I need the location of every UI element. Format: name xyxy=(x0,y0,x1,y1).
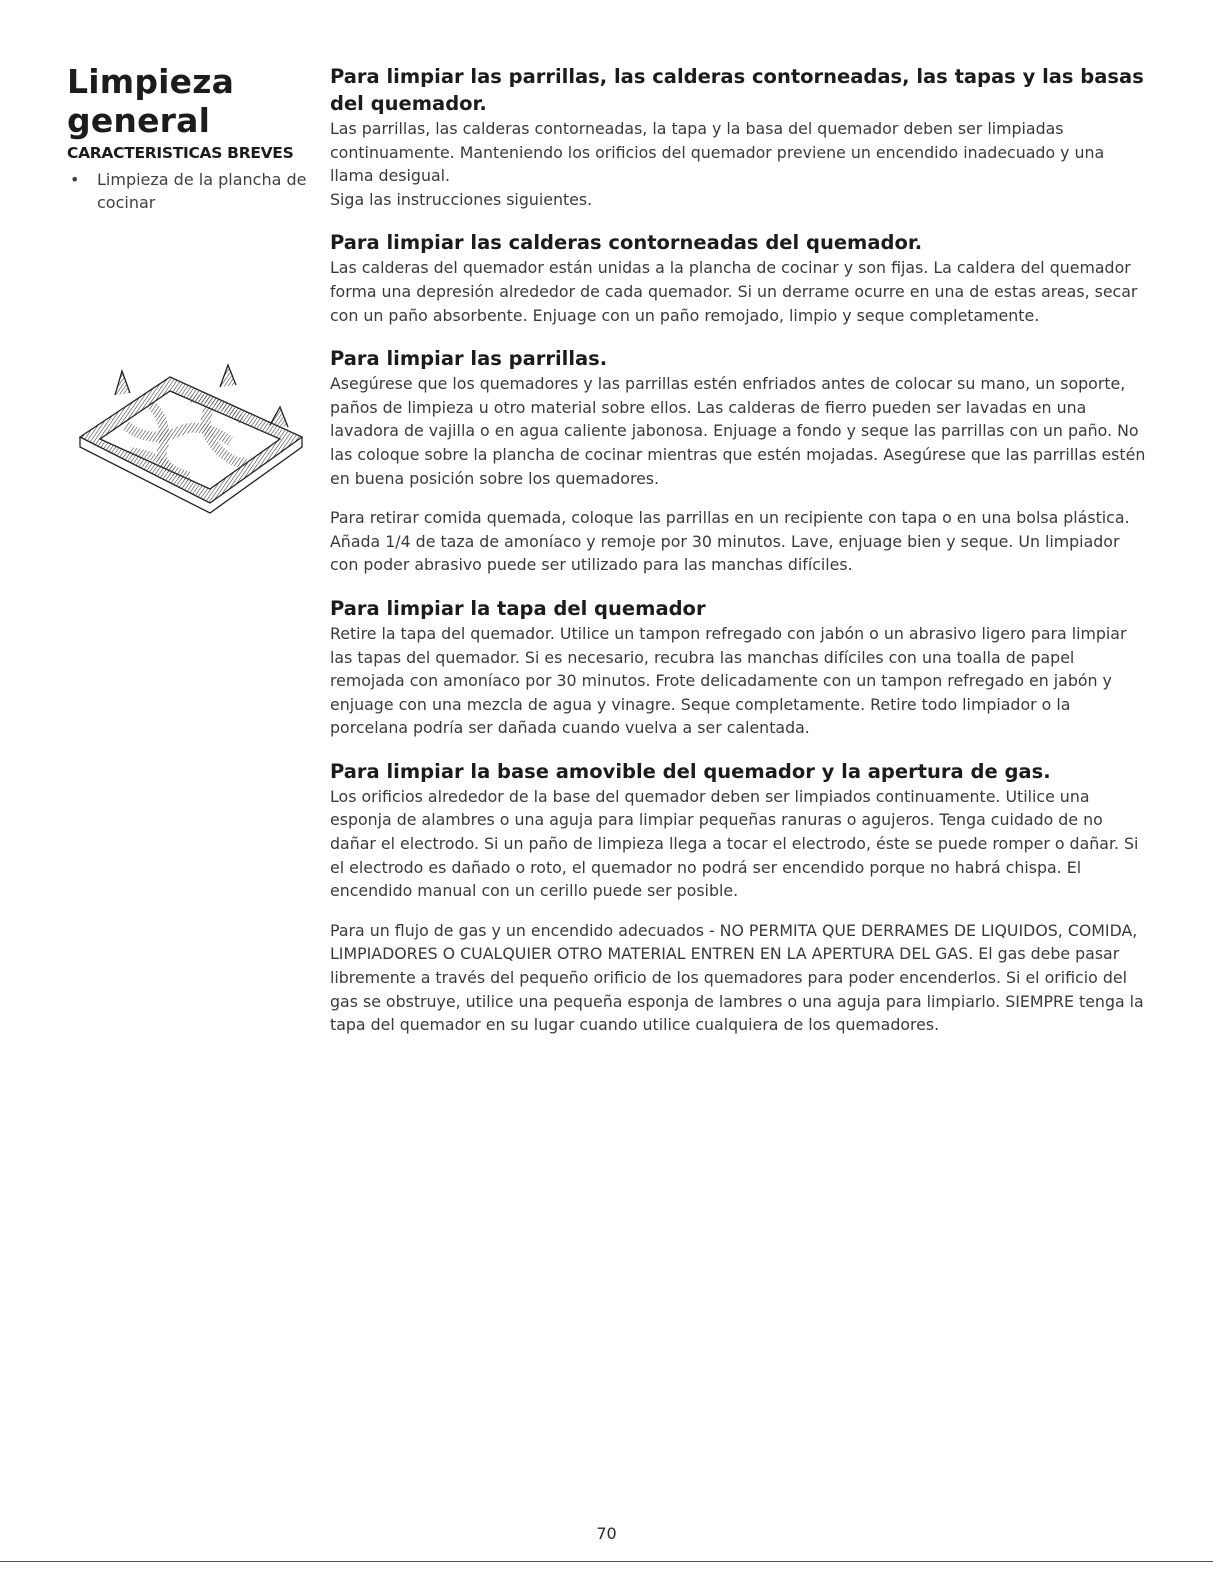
section-paragraph: Para retirar comida quemada, coloque las parrillas en un recipiente con tapa o en una bolsa plástica. Añada 1/4 de taza de amoníaco y remoje por 30 minutos. Lave, enjuage bien y seque. Un limpiador con poder abrasivo puede ser utilizado para las manchas difíciles. xyxy=(330,508,1130,575)
bullet-icon: • xyxy=(70,170,80,189)
section-paragraph: Asegúrese que los quemadores y las parrillas estén enfriados antes de colocar su mano, un soporte, paños de limpieza u otro material sobre ellos. Las calderas de fierro pueden ser lavadas en una lavadora de vajilla o en agua caliente jabonosa. Enjuage a fondo y seque las parrillas con un paño. No las coloque sobre la plancha de cocinar mientras que estén mojadas. Asegúrese que las parrillas estén en buena posición sobre los quemadores. xyxy=(330,374,1146,488)
section-grates xyxy=(330,345,1148,577)
section-heading: Para limpiar la base amovible del quemador y la apertura de gas. xyxy=(330,759,1051,783)
feature-item-text: Limpieza de la plancha de cocinar xyxy=(97,170,307,212)
section-heading: Para limpiar las parrillas. xyxy=(330,347,608,371)
section-contoured-wells xyxy=(330,229,1148,327)
features-list xyxy=(67,168,307,214)
section-paragraph: Las parrillas, las calderas contorneadas, la tapa y la basa del quemador deben ser limpiadas continuamente. Manteniendo los orificios del quemador previene un encendido inadecuado y una llama desigual. xyxy=(330,119,1105,186)
bottom-rule xyxy=(0,1561,1213,1562)
features-heading: CARACTERISTICAS BREVES xyxy=(67,144,294,162)
page-number: 70 xyxy=(596,1524,617,1543)
sidebar xyxy=(67,62,307,214)
section-paragraph: Para un flujo de gas y un encendido adecuados - NO PERMITA QUE DERRAMES DE LIQUIDOS, COMIDA, LIMPIADORES O CUALQUIER OTRO MATERIAL ENTREN EN LA APERTURA DEL GAS. El gas debe pasar libremente a través del pequeño orificio de los quemadores para poder encenderlos. Si el orificio del gas se obstruye, utilice una pequeña esponja de lambres o una aguja para limpiarlo. SIEMPRE tenga la tapa del quemador en su lugar cuando utilice cualquiera de los quemadores. xyxy=(330,920,1144,1035)
section-paragraph: Las calderas del quemador están unidas a la plancha de cocinar y son fijas. La caldera del quemador forma una depresión alrededor de cada quemador. Si un derrame ocurre en una de estas areas, secar con un paño absorbente. Enjuage con un paño remojado, limpio y seque completamente. xyxy=(330,258,1138,325)
section-cleaning-overview xyxy=(330,63,1148,211)
section-paragraph: Retire la tapa del quemador. Utilice un tampon refregado con jabón o un abrasivo ligero para limpiar las tapas del quemador. Si es necesario, recubra las manchas difíciles con una toalla de papel remojada con amoníaco por 30 minutos. Frote delicadamente con un tampon refregado en jabón y enjuage con una mezcla de agua y vinagre. Seque completamente. Retire todo limpiador o la porcelana podría ser dañada cuando vuelva a ser calentada. xyxy=(330,623,1127,738)
page-title-line-2: general xyxy=(67,101,211,140)
section-burner-cap xyxy=(330,595,1148,740)
feature-item xyxy=(67,168,307,214)
page-title-line-1: Limpieza xyxy=(67,62,235,101)
section-burner-base xyxy=(330,758,1148,1037)
section-heading: Para limpiar la tapa del quemador xyxy=(330,596,706,620)
section-heading: Para limpiar las calderas contorneadas del quemador. xyxy=(330,231,923,255)
section-paragraph: Los orificios alrededor de la base del quemador deben ser limpiados continuamente. Utilice una esponja de alambres o una aguja para limpiar pequeñas ranuras o agujeros. Tenga cuidado de no dañar el electrodo. Si un paño de limpieza llega a tocar el electrodo, éste se puede romper o dañar. Si el electrodo es dañado o roto, el quemador no podrá ser encendido porque no habrá chispa. El encendido manual con un cerillo puede ser posible. xyxy=(330,786,1139,901)
section-heading: Para limpiar las parrillas, las calderas contorneadas, las tapas y las basas del quemador. xyxy=(330,65,1144,115)
main-content xyxy=(330,63,1148,1037)
section-paragraph: Siga las instrucciones siguientes. xyxy=(330,189,593,209)
page-title xyxy=(67,62,307,140)
burner-grate-illustration-icon xyxy=(70,355,305,515)
